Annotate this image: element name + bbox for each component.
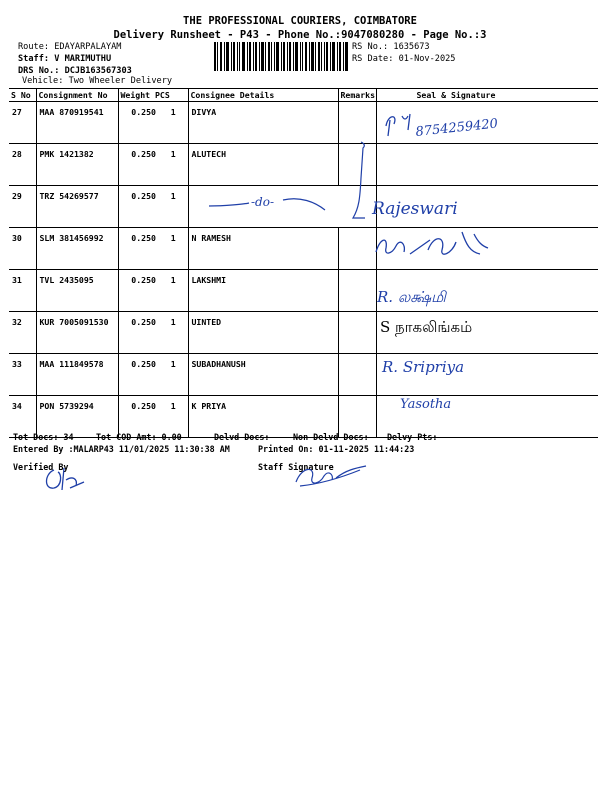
cell-weight: 0.250 1 — [118, 228, 188, 270]
route-label: Route: EDAYARPALAYAM — [18, 42, 122, 52]
svg-text:Rajeswari: Rajeswari — [372, 199, 458, 219]
cell-weight: 0.250 1 — [118, 102, 188, 144]
cell-consignee: DIVYA — [188, 102, 338, 144]
header-consignee: Consignee Details — [188, 89, 338, 102]
header-consignment: Consignment No — [36, 89, 118, 102]
cell-consignee: K PRIYA — [188, 396, 338, 438]
cell-consignment: SLM 381456992 — [36, 228, 118, 270]
signature-row29 — [370, 190, 530, 225]
company-title: THE PROFESSIONAL COURIERS, COIMBATORE — [183, 15, 417, 27]
cell-remarks — [338, 354, 376, 396]
cell-sno: 27 — [9, 102, 36, 144]
header-seal: Seal & Signature — [376, 89, 598, 102]
cell-consignee: SUBADHANUSH — [188, 354, 338, 396]
runsheet-title: Delivery Runsheet - P43 - Phone No.:9047080280 - Page No.:3 — [113, 29, 487, 41]
cell-consignment: MAA 111849578 — [36, 354, 118, 396]
non-delvd-docs: Non Delvd Docs: — [293, 432, 369, 442]
cell-consignee: N RAMESH — [188, 228, 338, 270]
vehicle-label: Vehicle: Two Wheeler Delivery — [22, 76, 173, 86]
cell-remarks — [338, 312, 376, 354]
barcode-icon — [214, 42, 348, 71]
svg-text:R. Sripriya: R. Sripriya — [382, 358, 465, 376]
cell-consignment: TVL 2435095 — [36, 270, 118, 312]
svg-text:-do-: -do- — [251, 195, 275, 209]
cell-consignee: UINTED — [188, 312, 338, 354]
signature-row30 — [370, 224, 510, 269]
dash-mark-row29 — [205, 186, 330, 216]
drs-label: DRS No.: DCJB163567303 — [18, 66, 132, 76]
tot-docs: Tot Docs: 34 — [13, 432, 74, 442]
svg-text:Yasotha: Yasotha — [400, 397, 452, 412]
tot-cod-amount: Tot COD Amt: 0.00 — [96, 432, 182, 442]
cell-weight: 0.250 1 — [118, 312, 188, 354]
cell-sno: 31 — [9, 270, 36, 312]
verifier-signature-icon — [40, 464, 90, 494]
printed-on: Printed On: 01-11-2025 11:44:23 — [258, 444, 415, 454]
cell-consignment: KUR 7005091530 — [36, 312, 118, 354]
svg-text:S நாகலிங்கம்: S நாகலிங்கம் — [380, 318, 473, 336]
table-row — [9, 144, 598, 186]
delvd-docs: Delvd Docs: — [214, 432, 270, 442]
svg-text:8754259420: 8754259420 — [414, 116, 499, 140]
cell-consignment: TRZ 54269577 — [36, 186, 118, 228]
cell-weight: 0.250 1 — [118, 354, 188, 396]
verified-by-label: Verified By — [13, 462, 69, 472]
signature-row34 — [398, 392, 518, 417]
staff-signature-label: Staff Signature — [258, 462, 334, 472]
cell-consignment: PMK 1421382 — [36, 144, 118, 186]
cell-sno: 33 — [9, 354, 36, 396]
header-weight-pcs: Weight PCS — [118, 89, 188, 102]
cell-sno: 28 — [9, 144, 36, 186]
cell-consignee: LAKSHMI — [188, 270, 338, 312]
staff-label: Staff: V MARIMUTHU — [18, 54, 112, 64]
cell-weight: 0.250 1 — [118, 396, 188, 438]
cell-sno: 34 — [9, 396, 36, 438]
cell-sno: 29 — [9, 186, 36, 228]
svg-text:R. லக்ஷ்மி: R. லக்ஷ்மி — [377, 288, 446, 306]
table-header-row — [9, 89, 598, 102]
cell-weight: 0.250 1 — [118, 144, 188, 186]
signature-row32 — [378, 314, 558, 339]
cell-weight: 0.250 1 — [118, 270, 188, 312]
signature-row31 — [375, 284, 515, 309]
cell-consignee: ALUTECH — [188, 144, 338, 186]
cell-seal — [376, 144, 598, 186]
staff-signature-icon — [290, 460, 370, 490]
delvy-pts: Delvy Pts: — [387, 432, 438, 442]
cell-sno: 30 — [9, 228, 36, 270]
cell-sno: 32 — [9, 312, 36, 354]
cell-consignment: MAA 870919541 — [36, 102, 118, 144]
cell-remarks — [338, 270, 376, 312]
header-remarks: Remarks — [338, 89, 376, 102]
entered-by: Entered By :MALARP43 11/01/2025 11:30:38 AM — [13, 444, 230, 454]
rs-no-label: RS No.: 1635673 — [352, 42, 430, 52]
remarks-bracket-icon — [343, 138, 373, 223]
signature-row33 — [380, 354, 520, 379]
cell-consignment: PON 5739294 — [36, 396, 118, 438]
header-sno: S No — [9, 89, 36, 102]
signature-row27 — [380, 106, 530, 146]
rs-date-label: RS Date: 01-Nov-2025 — [352, 54, 456, 64]
cell-weight: 0.250 1 — [118, 186, 188, 228]
